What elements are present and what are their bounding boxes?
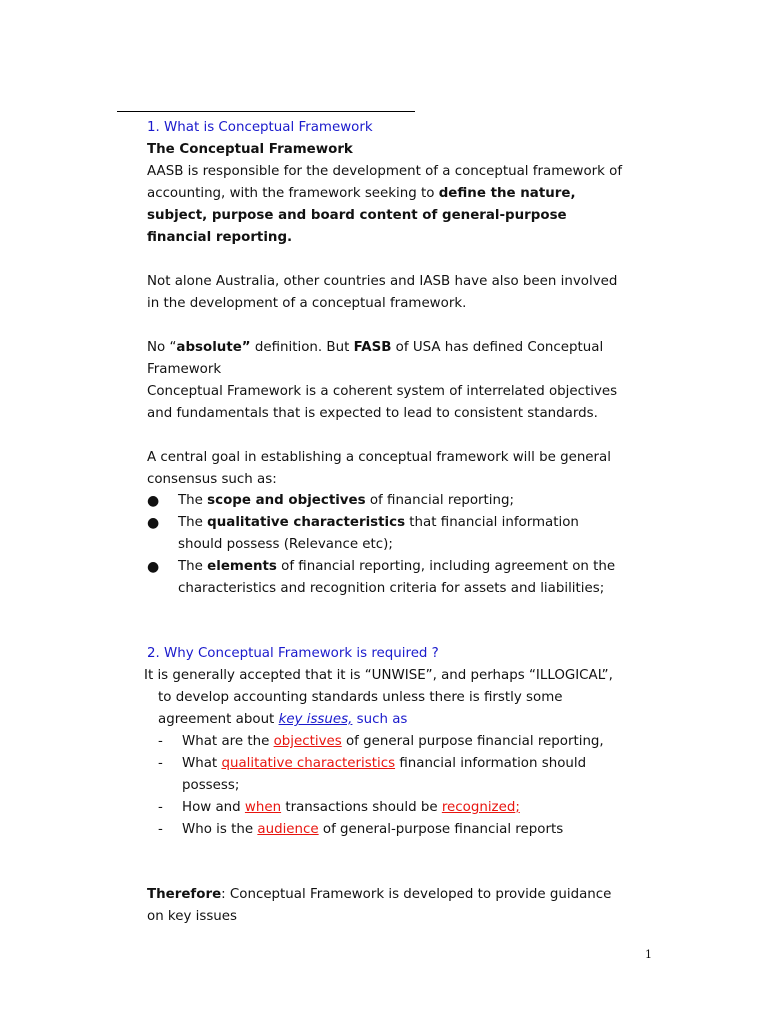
- section1-heading: 1. What is Conceptual Framework: [147, 120, 373, 135]
- bullet-icon: ●: [147, 559, 160, 575]
- para4-line1: Conceptual Framework is a coherent system of interrelated objectives: [147, 384, 618, 399]
- therefore-line1: Therefore: Conceptual Framework is developed to provide guidance: [147, 887, 612, 902]
- top-rule: [117, 111, 415, 112]
- para5-line2: consensus such as:: [147, 472, 277, 487]
- dash-marker: -: [158, 822, 163, 837]
- bullet-item-3-line2: characteristics and recognition criteria for assets and liabilities;: [178, 581, 605, 596]
- para1-line1: AASB is responsible for the development of a conceptual framework of: [147, 164, 623, 179]
- section1-subheading: The Conceptual Framework: [147, 142, 353, 157]
- bullet-icon: ●: [147, 515, 160, 531]
- qualitative-characteristics-link[interactable]: qualitative characteristics: [221, 756, 396, 771]
- para3-line2: Framework: [147, 362, 222, 377]
- para3-line1: No “absolute” definition. But FASB of USA has defined Conceptual: [147, 340, 604, 355]
- section2-line1: It is generally accepted that it is “UNWISE”, and perhaps “ILLOGICAL”,: [144, 668, 613, 683]
- para2-line1: Not alone Australia, other countries and IASB have also been involved: [147, 274, 618, 289]
- dash-item-2-line2: possess;: [182, 778, 240, 793]
- para5-line1: A central goal in establishing a conceptual framework will be general: [147, 450, 611, 465]
- bullet-icon: ●: [147, 493, 160, 509]
- dash-marker: -: [158, 734, 163, 749]
- bullet-item-2-line2: should possess (Relevance etc);: [178, 537, 393, 552]
- when-link[interactable]: when: [244, 800, 282, 815]
- key-issues-link[interactable]: key issues,: [278, 712, 353, 727]
- para2-line2: in the development of a conceptual framework.: [147, 296, 467, 311]
- dash-marker: -: [158, 756, 163, 771]
- therefore-line2: on key issues: [147, 909, 238, 924]
- page-number: 1: [645, 948, 652, 961]
- recognized-link[interactable]: recognized: [441, 800, 516, 815]
- section2-line3: agreement about key issues, such as: [158, 712, 408, 727]
- dash-marker: -: [158, 800, 163, 815]
- para4-line2: and fundamentals that is expected to lead to consistent standards.: [147, 406, 598, 421]
- objectives-link[interactable]: objectives: [273, 734, 342, 749]
- audience-link[interactable]: audience: [257, 822, 319, 837]
- para1-line2: accounting, with the framework seeking to define the nature,: [147, 186, 576, 201]
- para1-line3: subject, purpose and board content of general-purpose: [147, 208, 567, 223]
- section2-line2: to develop accounting standards unless there is firstly some: [158, 690, 563, 705]
- para1-line4: financial reporting.: [147, 230, 293, 245]
- section2-heading: 2. Why Conceptual Framework is required ?: [147, 646, 439, 661]
